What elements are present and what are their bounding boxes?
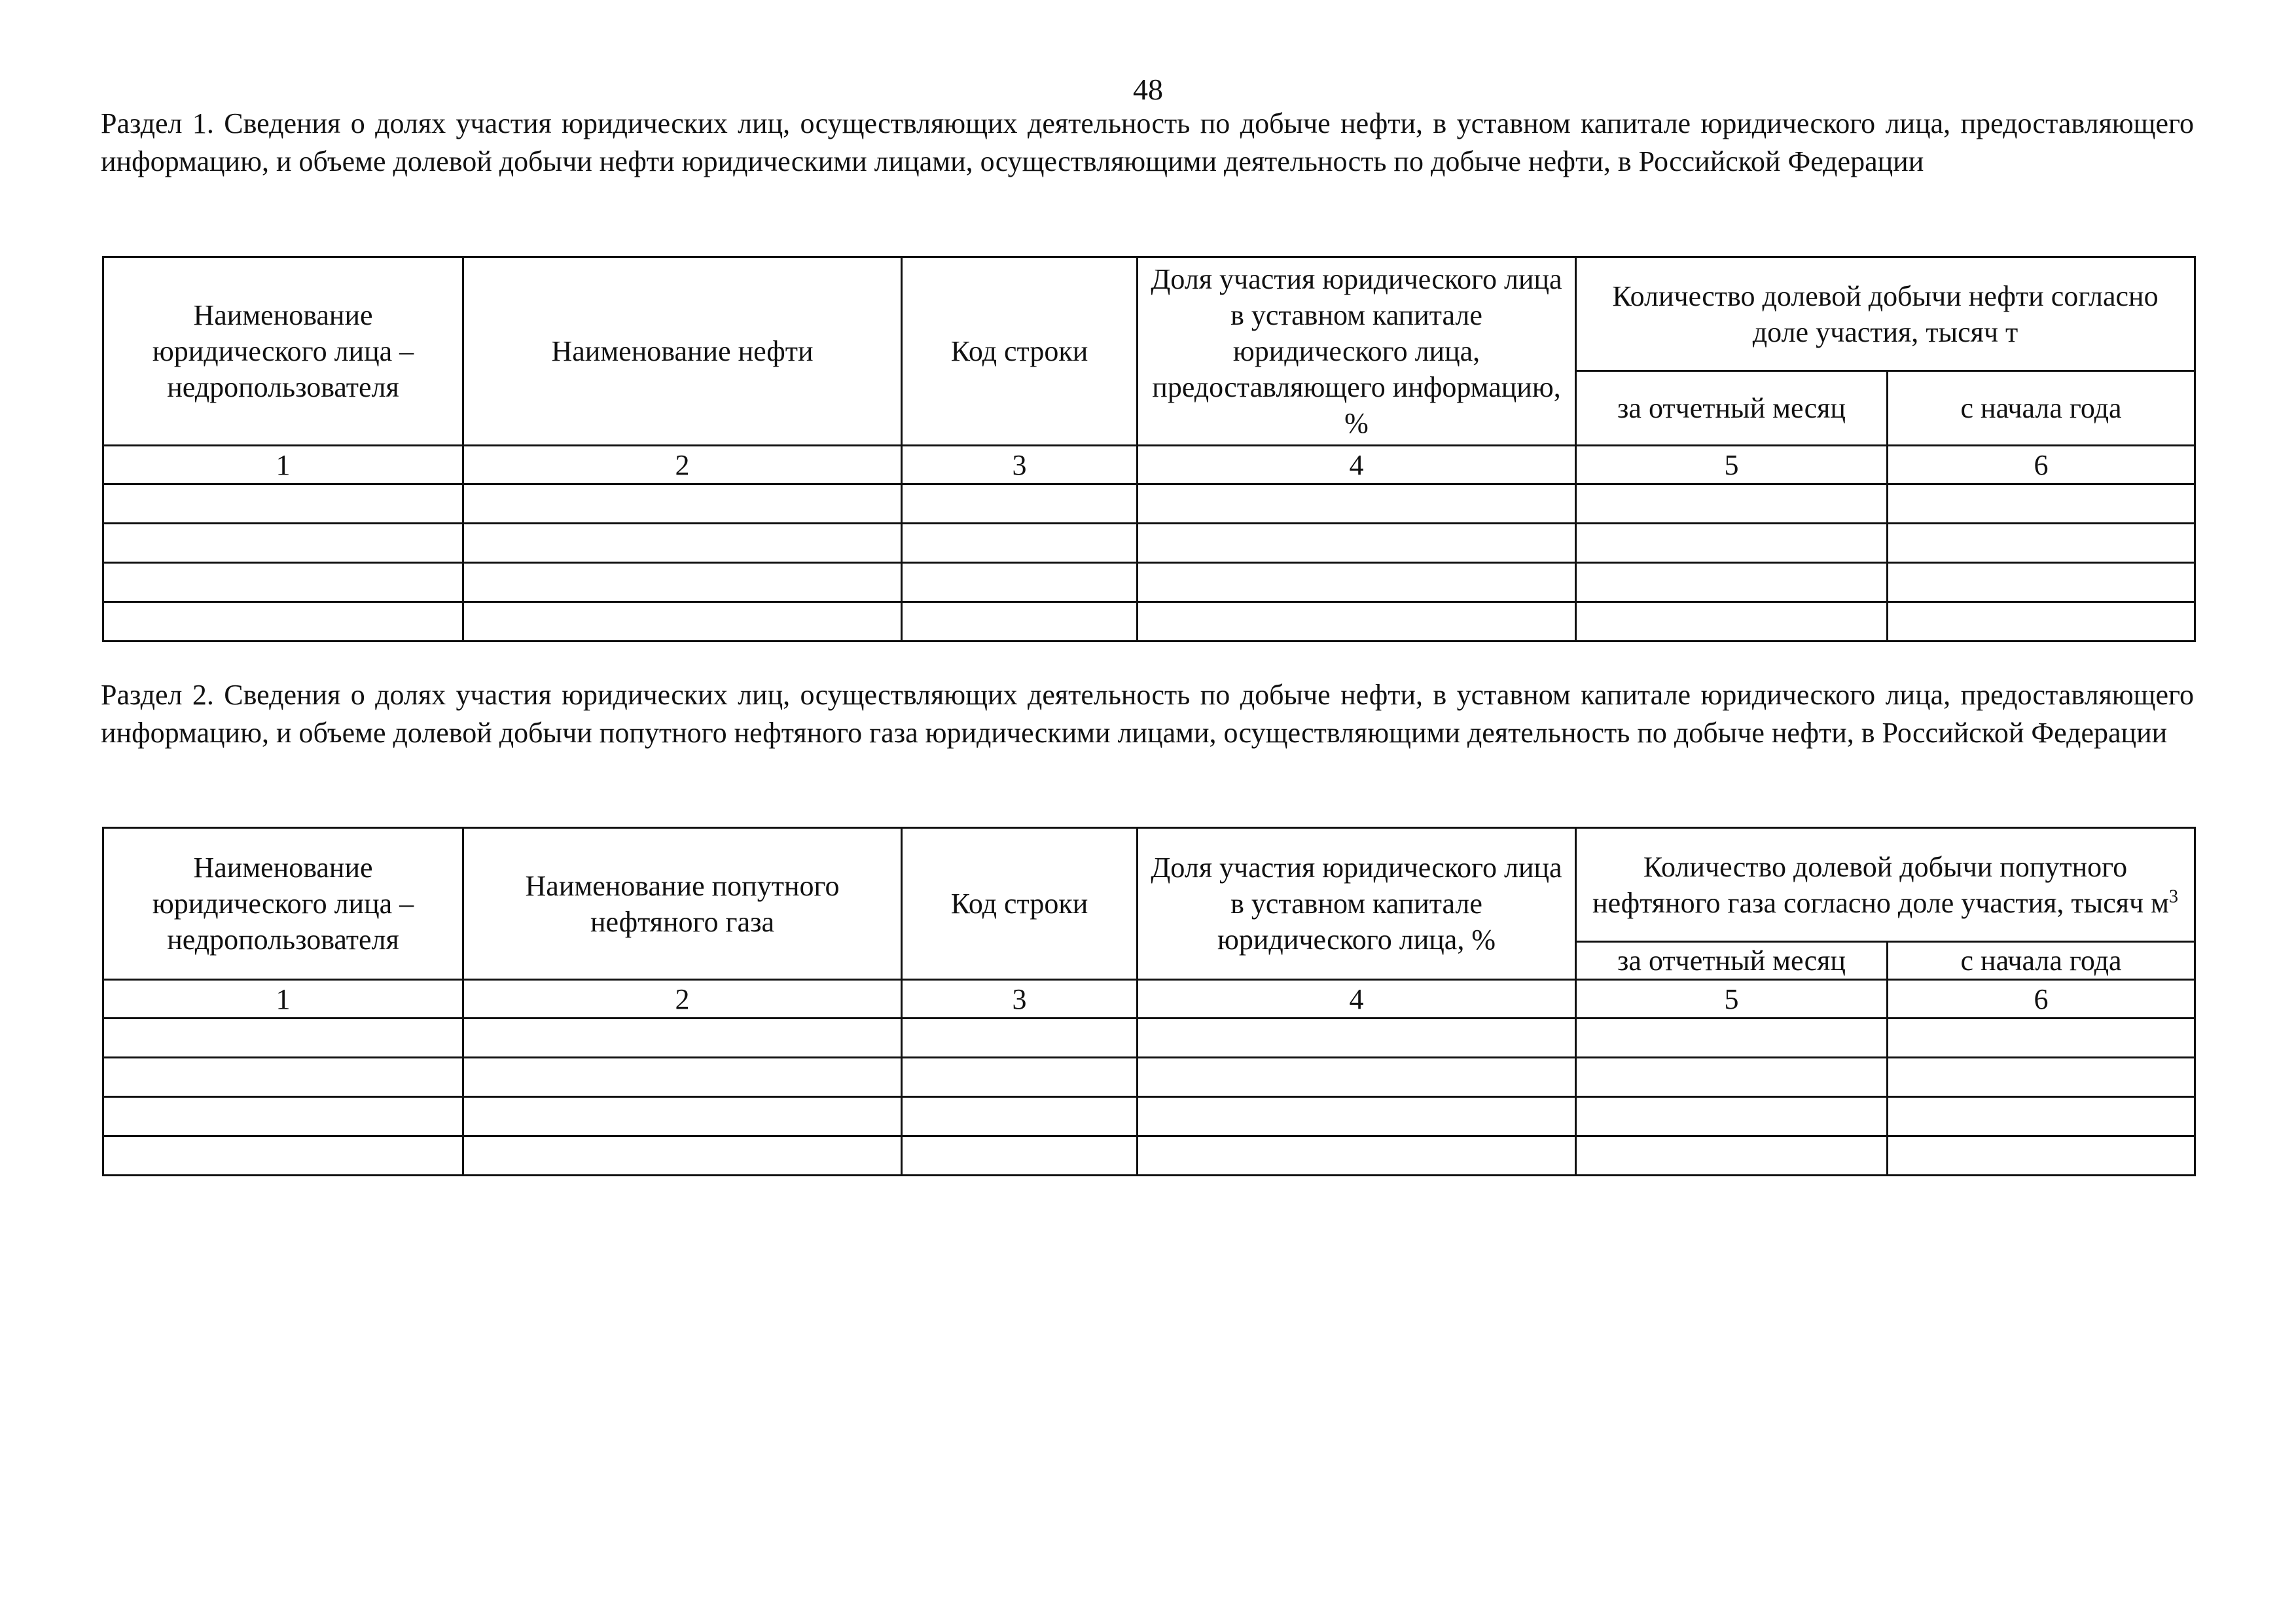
table-cell[interactable] (1576, 524, 1888, 563)
table-cell[interactable] (1576, 484, 1888, 524)
table-cell[interactable] (103, 602, 463, 641)
col-header-share-production (1576, 828, 2195, 942)
table-cell[interactable] (1576, 1097, 1888, 1136)
col-header-legal-entity: Наименование юридического лица – недропользователя (103, 828, 463, 980)
table-cell[interactable] (902, 563, 1138, 602)
table-cell[interactable] (1888, 602, 2195, 641)
column-number: 5 (1576, 980, 1888, 1019)
table-cell[interactable] (1576, 563, 1888, 602)
table-cell[interactable] (1138, 1019, 1576, 1058)
col-header-share-percent: Доля участия юридического лица в уставном капитале юридического лица, предоставляющего информацию, % (1138, 257, 1576, 446)
col-header-row-code: Код строки (902, 257, 1138, 446)
unit-superscript: 3 (2168, 886, 2178, 907)
table-cell[interactable] (103, 563, 463, 602)
table-row (103, 602, 2195, 641)
table-cell[interactable] (463, 1019, 902, 1058)
table-cell[interactable] (1138, 602, 1576, 641)
col-header-year-to-date: с начала года (1888, 942, 2195, 980)
table-cell[interactable] (1576, 1058, 1888, 1097)
table-cell[interactable] (902, 524, 1138, 563)
column-number: 3 (902, 980, 1138, 1019)
column-number: 2 (463, 446, 902, 484)
table-cell[interactable] (103, 1058, 463, 1097)
col-header-gas-name: Наименование попутного нефтяного газа (463, 828, 902, 980)
column-number-row (103, 446, 2195, 484)
table-row (103, 484, 2195, 524)
table-cell[interactable] (1888, 563, 2195, 602)
table-cell[interactable] (463, 524, 902, 563)
table-cell[interactable] (463, 1097, 902, 1136)
table-cell[interactable] (1138, 1097, 1576, 1136)
table-cell[interactable] (1888, 524, 2195, 563)
table-cell[interactable] (1138, 1136, 1576, 1176)
col-header-row-code: Код строки (902, 828, 1138, 980)
table-cell[interactable] (902, 1019, 1138, 1058)
section2-table (102, 827, 2196, 1176)
column-number: 1 (103, 446, 463, 484)
table-row (103, 1097, 2195, 1136)
column-number: 6 (1888, 446, 2195, 484)
table-cell[interactable] (1576, 1136, 1888, 1176)
table-cell[interactable] (902, 602, 1138, 641)
section1-table (102, 256, 2196, 642)
table-row (103, 524, 2195, 563)
column-number-row (103, 980, 2195, 1019)
table-cell[interactable] (1138, 484, 1576, 524)
table-cell[interactable] (1138, 1058, 1576, 1097)
table-cell[interactable] (463, 602, 902, 641)
table-cell[interactable] (902, 484, 1138, 524)
page-number: 48 (1133, 73, 1163, 106)
section2-title: Раздел 2. Сведения о долях участия юридических лиц, осуществляющих деятельность по добыче нефти, в уставном капитале юридического лица, предоставляющего информацию, и объеме долевой добычи попутного нефтяного газа юридическими лицами, осуществляющими деятельность по добыче нефти, в Российской Федерации (101, 679, 2194, 749)
table-row (103, 563, 2195, 602)
table-cell[interactable] (463, 563, 902, 602)
table-cell[interactable] (103, 484, 463, 524)
table-cell[interactable] (1576, 602, 1888, 641)
table-cell[interactable] (463, 484, 902, 524)
table-cell[interactable] (1888, 1019, 2195, 1058)
table-cell[interactable] (103, 1136, 463, 1176)
col-header-reporting-month: за отчетный месяц (1576, 942, 1888, 980)
table-cell[interactable] (1888, 1136, 2195, 1176)
column-number: 5 (1576, 446, 1888, 484)
table-cell[interactable] (902, 1058, 1138, 1097)
col-header-oil-name: Наименование нефти (463, 257, 902, 446)
table-cell[interactable] (902, 1097, 1138, 1136)
table-cell[interactable] (1138, 563, 1576, 602)
table-cell[interactable] (1576, 1019, 1888, 1058)
table-cell[interactable] (103, 524, 463, 563)
col-header-year-to-date: с начала года (1888, 371, 2195, 446)
table-cell[interactable] (463, 1136, 902, 1176)
table-cell[interactable] (1888, 484, 2195, 524)
column-number: 4 (1138, 980, 1576, 1019)
table-row (103, 1058, 2195, 1097)
col-header-legal-entity: Наименование юридического лица – недропользователя (103, 257, 463, 446)
col-header-share-production: Количество долевой добычи нефти согласно доле участия, тысяч т (1576, 257, 2195, 371)
column-number: 2 (463, 980, 902, 1019)
column-number: 1 (103, 980, 463, 1019)
group-header-text: Количество долевой добычи попутного нефтяного газа согласно доле участия, тысяч м (1592, 850, 2169, 919)
table-cell[interactable] (1888, 1097, 2195, 1136)
table-cell[interactable] (902, 1136, 1138, 1176)
table-cell[interactable] (1138, 524, 1576, 563)
table-cell[interactable] (103, 1097, 463, 1136)
column-number: 3 (902, 446, 1138, 484)
table-row (103, 1019, 2195, 1058)
table-cell[interactable] (1888, 1058, 2195, 1097)
table-cell[interactable] (103, 1019, 463, 1058)
column-number: 4 (1138, 446, 1576, 484)
table-cell[interactable] (463, 1058, 902, 1097)
section1-title: Раздел 1. Сведения о долях участия юридических лиц, осуществляющих деятельность по добыче нефти, в уставном капитале юридического лица, предоставляющего информацию, и объеме долевой добычи нефти юридическими лицами, осуществляющими деятельность по добыче нефти, в Российской Федерации (101, 107, 2194, 177)
col-header-share-percent: Доля участия юридического лица в уставном капитале юридического лица, % (1138, 828, 1576, 980)
col-header-reporting-month: за отчетный месяц (1576, 371, 1888, 446)
table-row (103, 1136, 2195, 1176)
column-number: 6 (1888, 980, 2195, 1019)
